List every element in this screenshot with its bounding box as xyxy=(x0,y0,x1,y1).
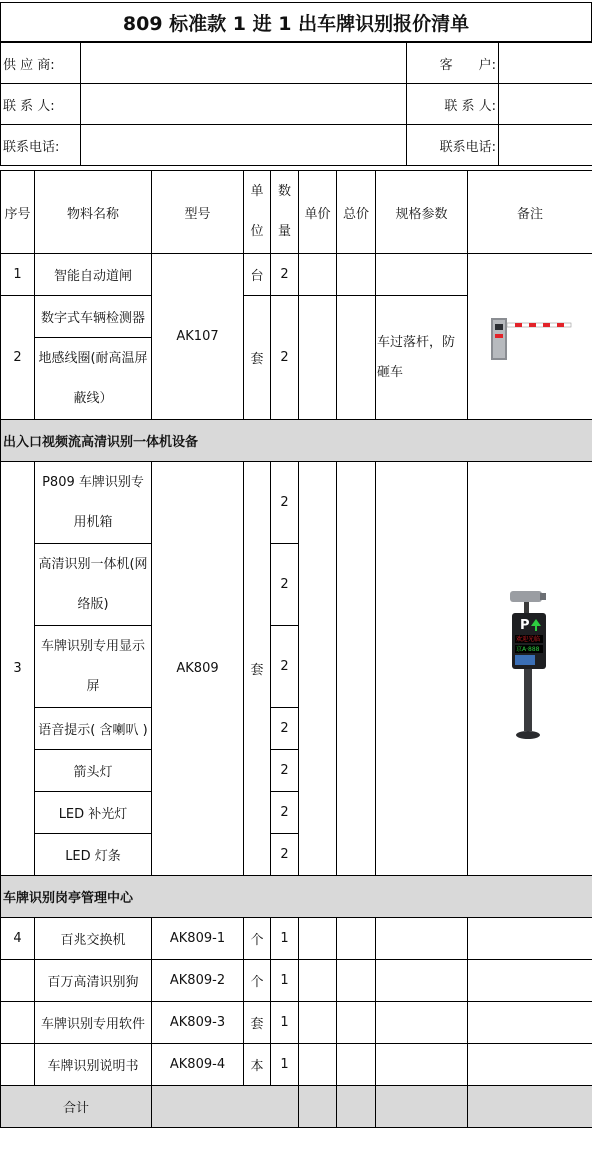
row-seq xyxy=(1,960,35,1002)
row-qty: 2 xyxy=(271,792,299,834)
row-unit-price[interactable] xyxy=(299,918,337,960)
row-spec xyxy=(376,462,468,876)
total-spec xyxy=(376,1086,468,1128)
row-seq xyxy=(1,1002,35,1044)
row-unit: 套 xyxy=(244,1002,271,1044)
row-remark xyxy=(468,1044,592,1086)
row-spec xyxy=(376,254,468,296)
customer-value[interactable] xyxy=(499,43,592,84)
row-total-price[interactable] xyxy=(337,296,376,420)
row-spec xyxy=(376,960,468,1002)
barrier-gate-image xyxy=(468,254,592,420)
table-row xyxy=(1,462,592,544)
section-row xyxy=(1,876,592,918)
row-name: 百万高清识别狗 xyxy=(35,960,152,1002)
quote-table xyxy=(0,170,592,1128)
row-spec xyxy=(376,1002,468,1044)
contact-right-value[interactable] xyxy=(499,84,592,125)
row-name: 智能自动道闸 xyxy=(35,254,152,296)
row-name: 语音提示( 含喇叭 ) xyxy=(35,708,152,750)
row-name: 箭头灯 xyxy=(35,750,152,792)
row-unit-price[interactable] xyxy=(299,1044,337,1086)
row-unit-price[interactable] xyxy=(299,960,337,1002)
row-qty: 2 xyxy=(271,626,299,708)
row-model: AK809-1 xyxy=(152,918,244,960)
section-row xyxy=(1,420,592,462)
phone-left-value[interactable] xyxy=(81,125,407,166)
lpr-camera-icon xyxy=(500,589,560,749)
row-total-price[interactable] xyxy=(337,1044,376,1086)
row-qty: 2 xyxy=(271,544,299,626)
name-text: 地感线圈(耐高温屏蔽线） xyxy=(38,350,148,406)
phone-right-label: 联系电话: xyxy=(407,125,499,166)
row-name: LED 灯条 xyxy=(35,834,152,876)
row-qty: 2 xyxy=(271,708,299,750)
row-qty: 2 xyxy=(271,462,299,544)
row-seq xyxy=(1,1044,35,1086)
table-row xyxy=(1,1002,592,1044)
contact-table xyxy=(0,42,592,166)
row-qty: 1 xyxy=(271,1002,299,1044)
row-spec xyxy=(376,1044,468,1086)
page-title: 809 标准款 1 进 1 出车牌识别报价清单 xyxy=(1,3,592,42)
total-unit-price[interactable] xyxy=(299,1086,337,1128)
row-qty: 1 xyxy=(271,918,299,960)
header-unit-price: 单价 xyxy=(299,171,337,254)
section-booth-title: 车牌识别岗亭管理中心 xyxy=(1,876,592,918)
header-remark: 备注 xyxy=(468,171,592,254)
total-total-price[interactable] xyxy=(337,1086,376,1128)
header-total-price: 总价 xyxy=(337,171,376,254)
total-label: 合计 xyxy=(1,1086,152,1128)
row-unit: 台 xyxy=(244,254,271,296)
header-qty-bottom: 量 xyxy=(277,224,291,239)
display-line2: 京A·888 xyxy=(516,645,540,653)
row-unit: 套 xyxy=(244,462,271,876)
row-unit-price[interactable] xyxy=(299,296,337,420)
table-row xyxy=(1,254,592,296)
name-text: P809 车牌识别专用机箱 xyxy=(42,474,144,530)
row-name xyxy=(35,338,152,420)
section-video-title: 出入口视频流高清识别一体机设备 xyxy=(1,420,592,462)
row-qty: 2 xyxy=(271,254,299,296)
row-total-price[interactable] xyxy=(337,1002,376,1044)
row-model: AK107 xyxy=(152,254,244,420)
row-model: AK809 xyxy=(152,462,244,876)
row-seq: 2 xyxy=(1,296,35,420)
name-text: 高清识别一体机(网络版) xyxy=(38,556,148,612)
row-qty: 1 xyxy=(271,960,299,1002)
table-row xyxy=(1,1044,592,1086)
header-seq: 序号 xyxy=(1,171,35,254)
header-name: 物料名称 xyxy=(35,171,152,254)
row-qty: 2 xyxy=(271,834,299,876)
row-name xyxy=(35,544,152,626)
row-unit: 个 xyxy=(244,960,271,1002)
row-qty: 1 xyxy=(271,1044,299,1086)
header-unit-bottom: 位 xyxy=(250,224,264,239)
total-blank xyxy=(152,1086,299,1128)
row-remark xyxy=(468,918,592,960)
row-qty: 2 xyxy=(271,750,299,792)
row-model: AK809-3 xyxy=(152,1002,244,1044)
row-total-price[interactable] xyxy=(337,462,376,876)
contact-left-value[interactable] xyxy=(81,84,407,125)
header-unit-top: 单 xyxy=(250,184,264,199)
row-name: 车牌识别说明书 xyxy=(35,1044,152,1086)
contact-right-label: 联 系 人: xyxy=(407,84,499,125)
row-seq: 1 xyxy=(1,254,35,296)
row-name: 车牌识别专用软件 xyxy=(35,1002,152,1044)
row-unit-price[interactable] xyxy=(299,1002,337,1044)
row-spec xyxy=(376,296,468,420)
barrier-gate-icon xyxy=(485,312,575,362)
name-text: 车牌识别专用显示屏 xyxy=(40,638,145,694)
row-name xyxy=(35,462,152,544)
row-unit: 个 xyxy=(244,918,271,960)
row-qty: 2 xyxy=(271,296,299,420)
row-unit-price[interactable] xyxy=(299,462,337,876)
table-row xyxy=(1,918,592,960)
row-spec xyxy=(376,918,468,960)
header-spec: 规格参数 xyxy=(376,171,468,254)
header-row xyxy=(1,171,592,254)
total-row xyxy=(1,1086,592,1128)
header-unit xyxy=(244,171,271,254)
row-unit: 本 xyxy=(244,1044,271,1086)
row-name: LED 补光灯 xyxy=(35,792,152,834)
row-unit-price[interactable] xyxy=(299,254,337,296)
row-seq: 4 xyxy=(1,918,35,960)
table-row xyxy=(1,960,592,1002)
title-table xyxy=(0,2,592,42)
row-name xyxy=(35,626,152,708)
supplier-value[interactable] xyxy=(81,43,407,84)
row-name: 百兆交换机 xyxy=(35,918,152,960)
phone-left-label: 联系电话: xyxy=(1,125,81,166)
row-model: AK809-2 xyxy=(152,960,244,1002)
lpr-camera-image xyxy=(468,462,592,876)
row-name: 数字式车辆检测器 xyxy=(35,296,152,338)
customer-label: 客 户: xyxy=(407,43,499,84)
phone-right-value[interactable] xyxy=(499,125,592,166)
display-letter: P xyxy=(520,617,530,633)
row-total-price[interactable] xyxy=(337,254,376,296)
header-qty xyxy=(271,171,299,254)
header-qty-top: 数 xyxy=(277,184,291,199)
row-model: AK809-4 xyxy=(152,1044,244,1086)
row-unit: 套 xyxy=(244,296,271,420)
row-seq: 3 xyxy=(1,462,35,876)
row-total-price[interactable] xyxy=(337,960,376,1002)
row-total-price[interactable] xyxy=(337,918,376,960)
row-remark xyxy=(468,960,592,1002)
spec-text: 车过落杆，防砸车 xyxy=(377,334,456,380)
contact-left-label: 联 系 人: xyxy=(1,84,81,125)
total-remark xyxy=(468,1086,592,1128)
supplier-label: 供 应 商: xyxy=(1,43,81,84)
display-line1: 欢迎光临 xyxy=(516,635,541,643)
header-model: 型号 xyxy=(152,171,244,254)
row-remark xyxy=(468,1002,592,1044)
